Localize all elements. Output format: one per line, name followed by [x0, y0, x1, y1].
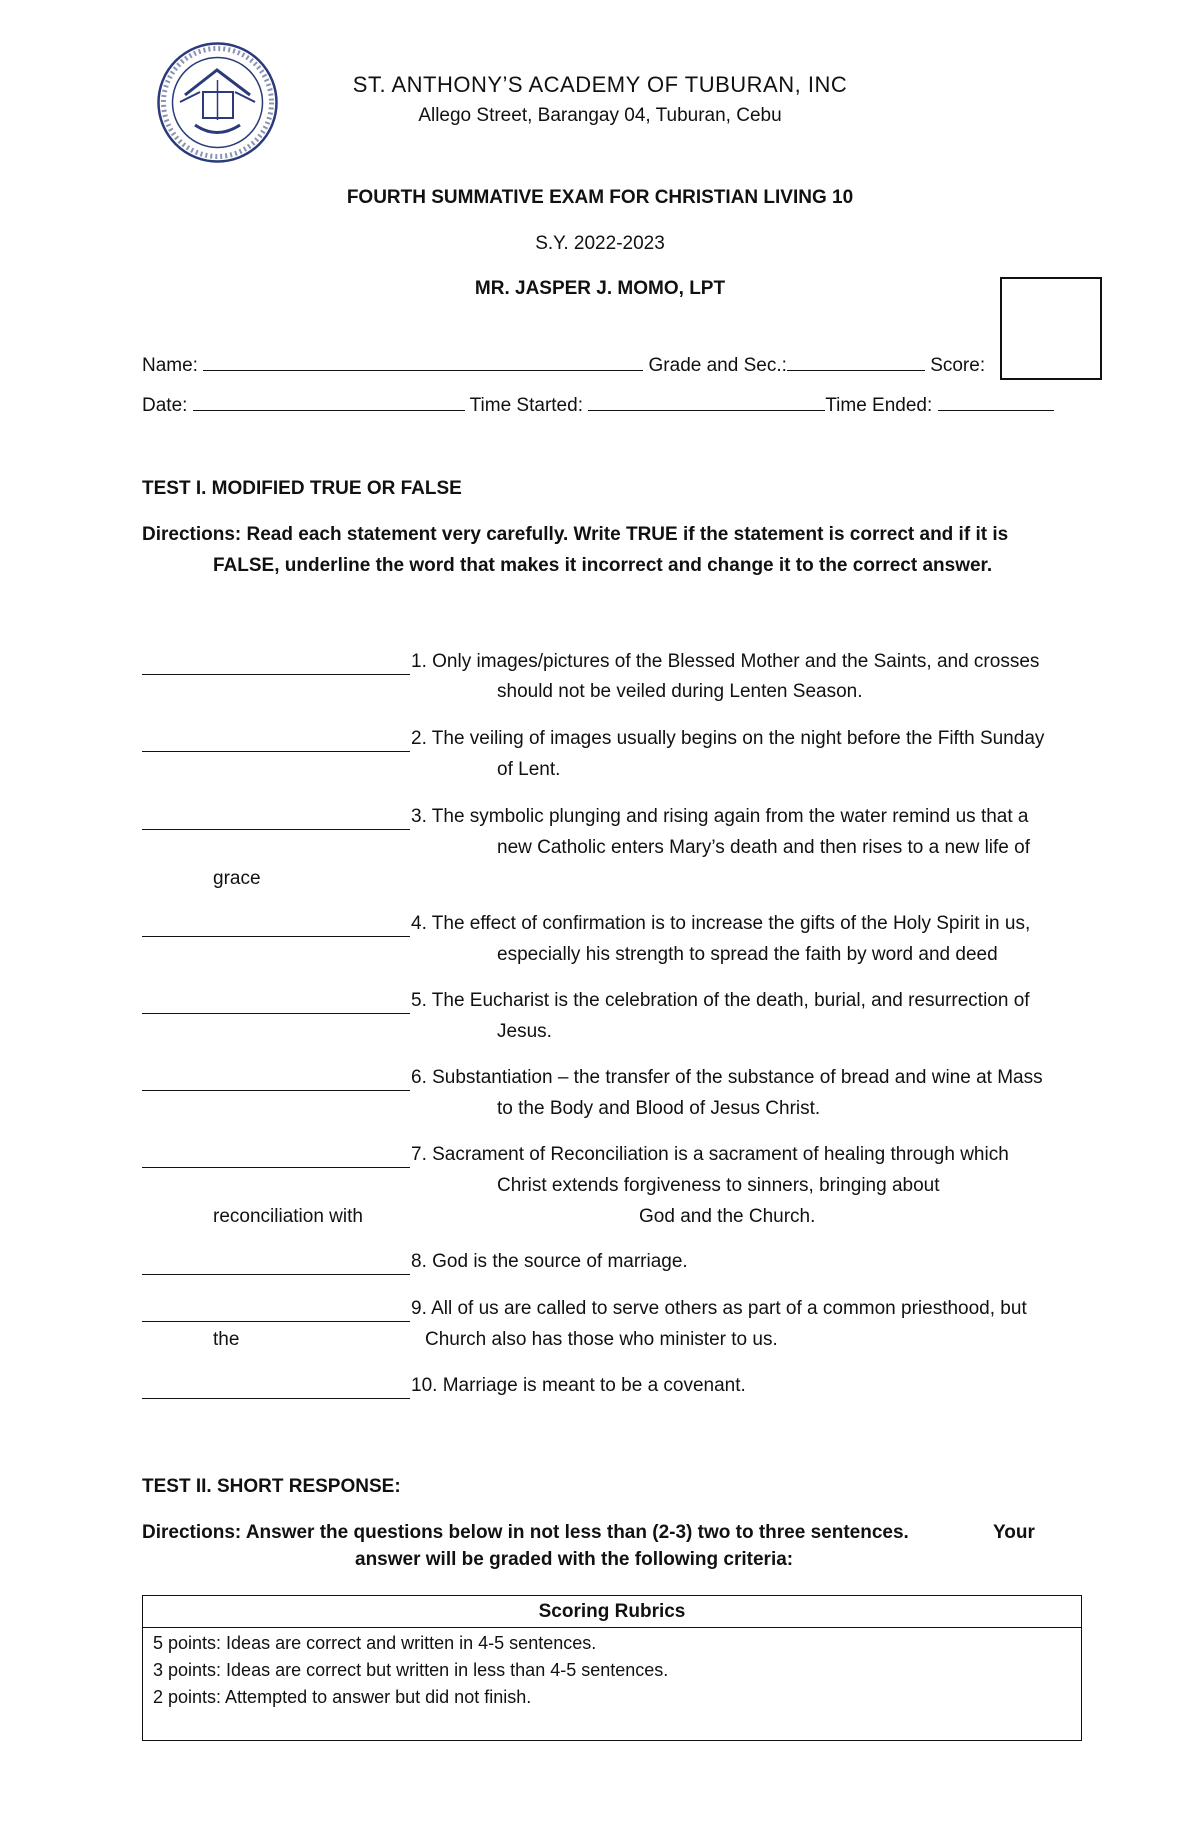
- name-input-line[interactable]: [203, 352, 643, 371]
- item-4-text: 4. The effect of confirmation is to increase the gifts of the Holy Spirit in us,: [411, 913, 1031, 934]
- item-9-text-contb: Church also has those who minister to us.: [425, 1329, 778, 1350]
- rubric-title: Scoring Rubrics: [143, 1596, 1081, 1628]
- answer-blank-1[interactable]: [142, 674, 410, 675]
- test2-title: TEST II. SHORT RESPONSE:: [142, 1476, 401, 1497]
- rubric-line-2-points: 2 points: Attempted to answer but did not finish.: [153, 1687, 532, 1707]
- item-5-text-cont: Jesus.: [497, 1021, 552, 1042]
- test2-directions-your: Your: [993, 1522, 1035, 1543]
- rubric-line-5-points: 5 points: Ideas are correct and written in 4-5 sentences.: [153, 1633, 597, 1653]
- grade-section-label: Grade and Sec.:: [648, 355, 787, 376]
- item-1-text-cont: should not be veiled during Lenten Season.: [497, 681, 863, 702]
- date-label: Date:: [142, 395, 188, 416]
- item-2-text-cont: of Lent.: [497, 759, 561, 780]
- answer-blank-9[interactable]: [142, 1321, 410, 1322]
- item-6-text-cont: to the Body and Blood of Jesus Christ.: [497, 1098, 821, 1119]
- answer-blank-4[interactable]: [142, 936, 410, 937]
- name-field-row: [142, 352, 985, 377]
- item-5-text: 5. The Eucharist is the celebration of the death, burial, and resurrection of: [411, 990, 1030, 1011]
- item-8-text: 8. God is the source of marriage.: [411, 1251, 688, 1272]
- test1-directions-line2: FALSE, underline the word that makes it incorrect and change it to the correct answer.: [213, 555, 993, 576]
- answer-blank-2[interactable]: [142, 751, 410, 752]
- rubric-line-3-points: 3 points: Ideas are correct but written in less than 4-5 sentences.: [153, 1660, 669, 1680]
- time-started-input-line[interactable]: [588, 392, 825, 411]
- name-label: Name:: [142, 355, 198, 376]
- score-label: Score:: [930, 355, 986, 376]
- item-6-text: 6. Substantiation – the transfer of the substance of bread and wine at Mass: [411, 1067, 1043, 1088]
- school-year: S.Y. 2022-2023: [535, 233, 665, 254]
- item-7-text: 7. Sacrament of Reconciliation is a sacrament of healing through which: [411, 1144, 1009, 1165]
- item-7-text-cont2a: reconciliation with: [213, 1206, 363, 1227]
- school-seal-logo: [155, 40, 280, 165]
- test2-directions-line1: Directions: Answer the questions below in not less than (2-3) two to three sentences.: [142, 1522, 909, 1543]
- answer-blank-6[interactable]: [142, 1090, 410, 1091]
- date-field-row: [142, 392, 1054, 417]
- teacher-name: MR. JASPER J. MOMO, LPT: [474, 278, 726, 299]
- item-3-text-cont2: grace: [213, 868, 261, 889]
- test1-title: TEST I. MODIFIED TRUE OR FALSE: [142, 478, 462, 499]
- item-3-text-cont: new Catholic enters Mary’s death and then rises to a new life of: [497, 837, 1030, 858]
- item-2-text: 2. The veiling of images usually begins on the night before the Fifth Sunday: [411, 728, 1045, 749]
- grade-section-input-line[interactable]: [787, 352, 925, 371]
- scoring-rubric-table: [142, 1595, 1082, 1741]
- time-ended-input-line[interactable]: [938, 392, 1054, 411]
- item-9-text: 9. All of us are called to serve others as part of a common priesthood, but: [411, 1298, 1027, 1319]
- school-name: ST. ANTHONY’S ACADEMY OF TUBURAN, INC: [352, 72, 848, 97]
- answer-blank-5[interactable]: [142, 1013, 410, 1014]
- item-4-text-cont: especially his strength to spread the faith by word and deed: [497, 944, 998, 965]
- answer-blank-8[interactable]: [142, 1274, 410, 1275]
- score-box[interactable]: [1000, 277, 1102, 380]
- item-10-text: 10. Marriage is meant to be a covenant.: [411, 1375, 746, 1396]
- answer-blank-7[interactable]: [142, 1167, 410, 1168]
- item-3-text: 3. The symbolic plunging and rising again from the water remind us that a: [411, 806, 1029, 827]
- date-input-line[interactable]: [193, 392, 465, 411]
- school-address: Allego Street, Barangay 04, Tuburan, Cebu: [418, 105, 782, 126]
- answer-blank-10[interactable]: [142, 1398, 410, 1399]
- time-ended-label: Time Ended:: [825, 395, 933, 416]
- test2-directions-line2: answer will be graded with the following criteria:: [355, 1549, 794, 1570]
- item-7-text-cont: Christ extends forgiveness to sinners, bringing about: [497, 1175, 940, 1196]
- item-9-text-conta: the: [213, 1329, 240, 1350]
- item-1-text: 1. Only images/pictures of the Blessed Mother and the Saints, and crosses: [411, 651, 1040, 672]
- item-7-text-cont2b: God and the Church.: [639, 1206, 816, 1227]
- answer-blank-3[interactable]: [142, 829, 410, 830]
- time-started-label: Time Started:: [469, 395, 583, 416]
- test1-directions-line1: Directions: Read each statement very carefully. Write TRUE if the statement is correct and if it is: [142, 524, 1009, 545]
- exam-title: FOURTH SUMMATIVE EXAM FOR CHRISTIAN LIVING 10: [346, 187, 854, 208]
